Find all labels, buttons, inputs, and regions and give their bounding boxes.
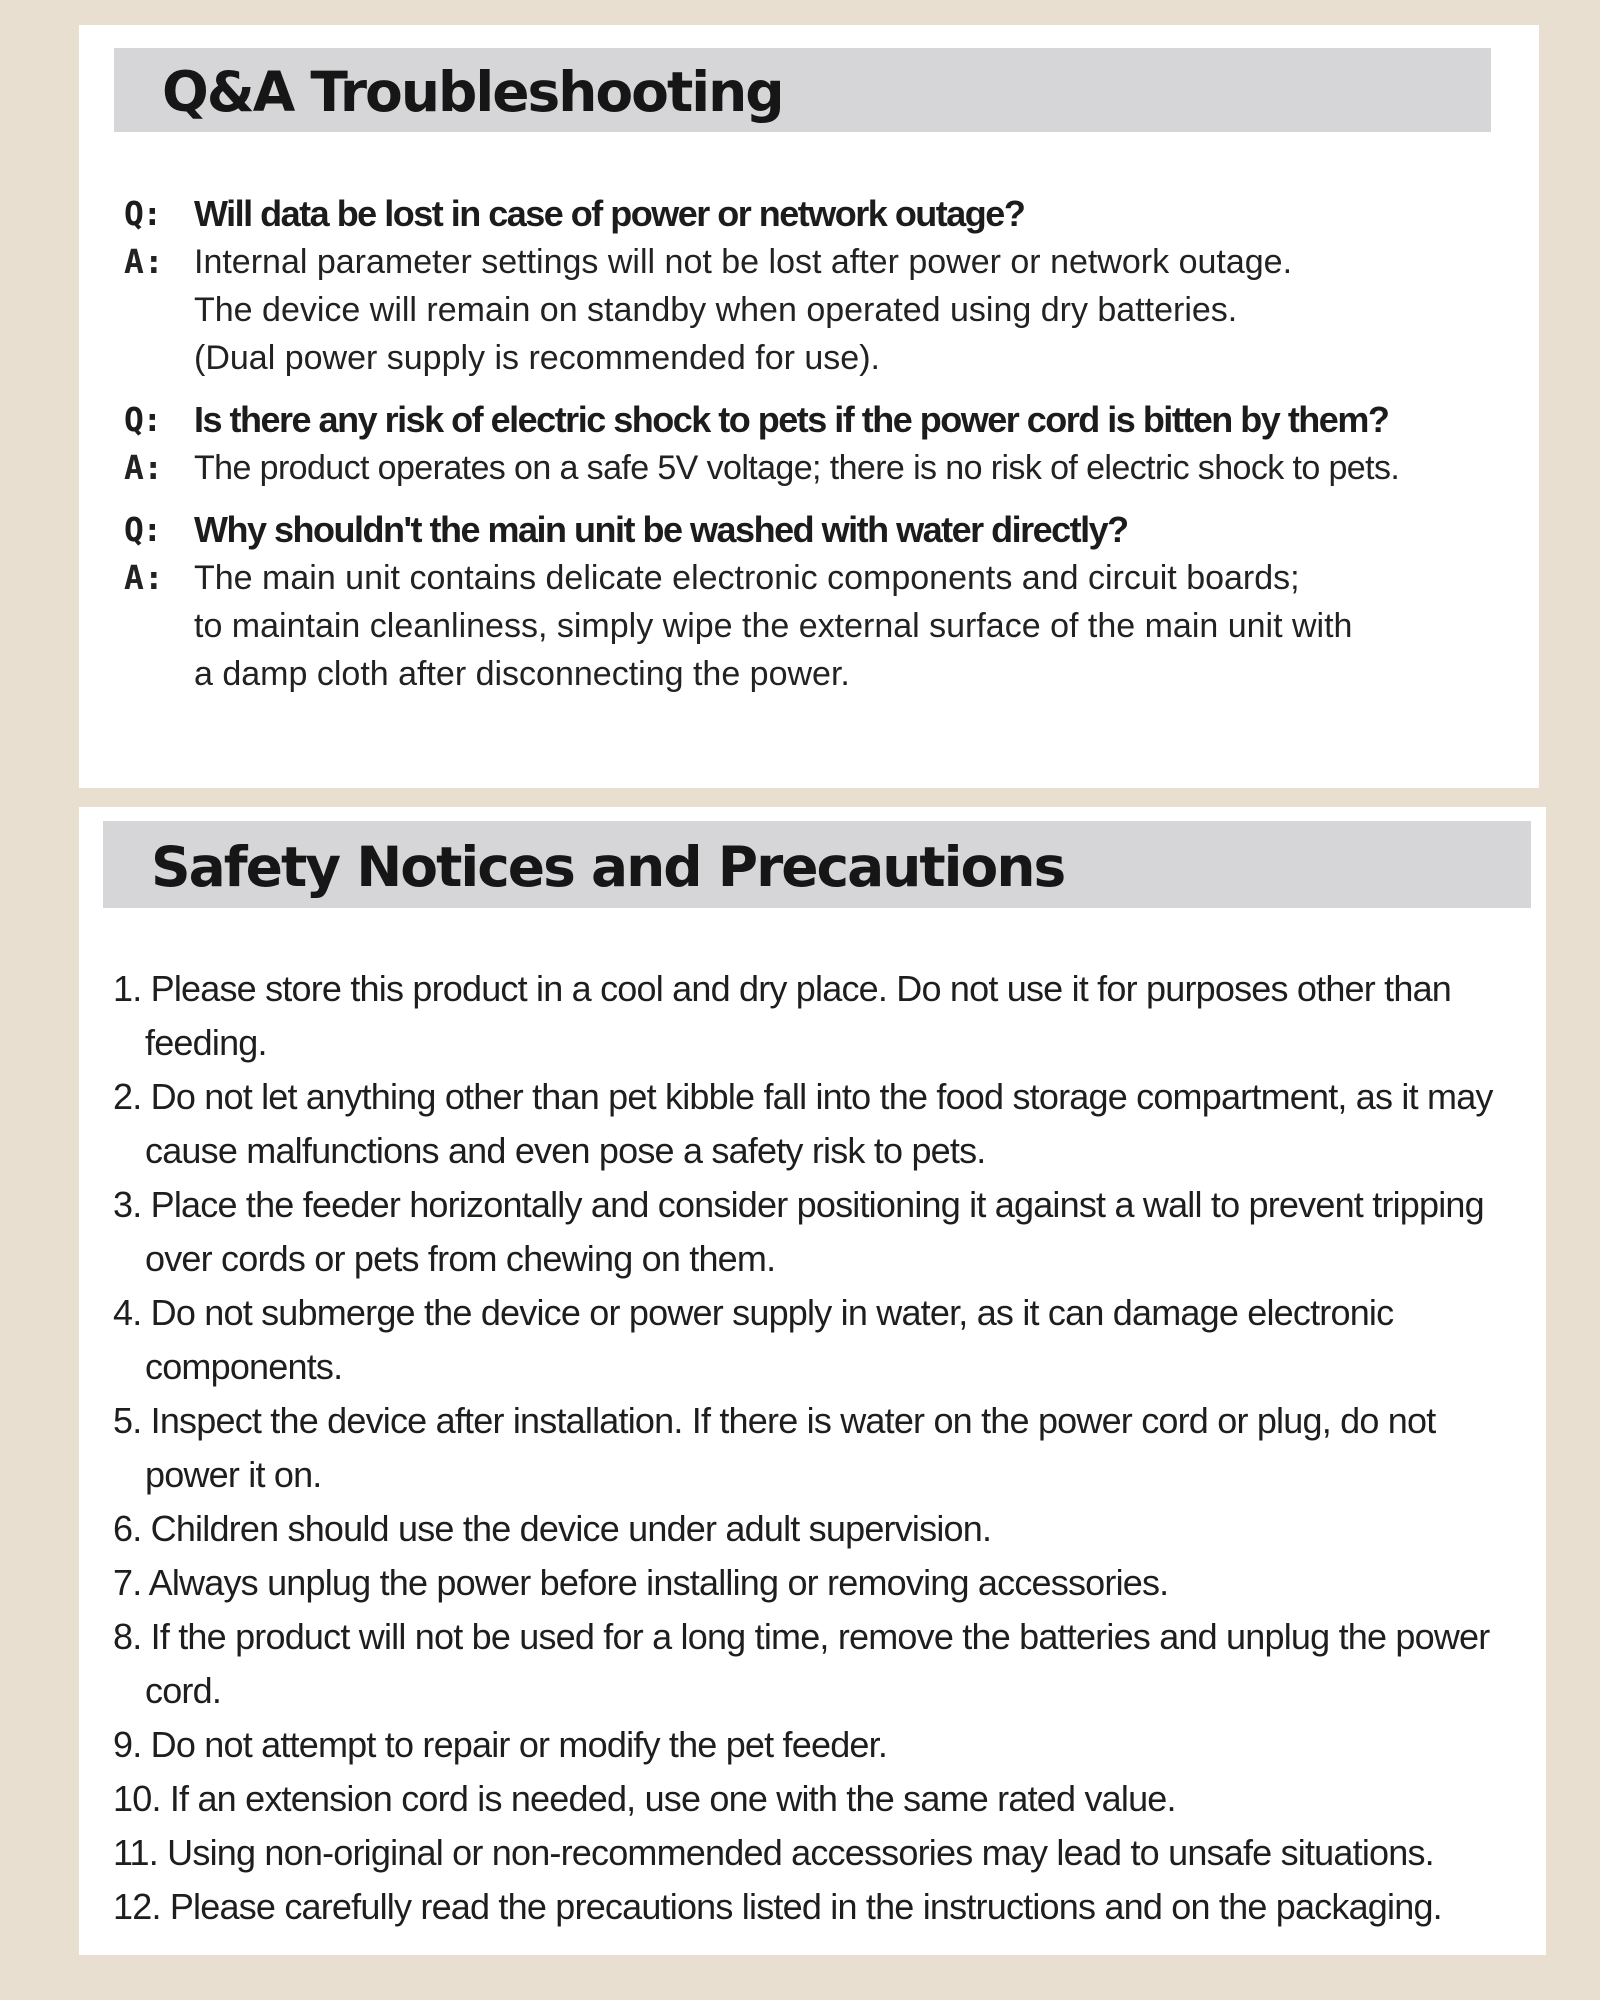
safety-item: 6. Children should use the device under adult supervision. (113, 1508, 992, 1549)
safety-item: 1. Please store this product in a cool and dry place. Do not use it for purposes other than feeding. (113, 968, 1452, 1063)
answer-marker: A: (124, 448, 163, 487)
answer-marker: A: (124, 242, 164, 281)
question-text: Will data be lost in case of power or network outage? (194, 193, 1025, 234)
answer (124, 238, 1529, 382)
answer (124, 444, 1529, 492)
safety-item: 11. Using non-original or non-recommended accessories may lead to unsafe situations. (113, 1832, 1434, 1873)
safety-item: 8. If the product will not be used for a long time, remove the batteries and unplug the power cord. (113, 1616, 1490, 1711)
safety-item: 12. Please carefully read the precautions listed in the instructions and on the packaging. (113, 1886, 1442, 1927)
question-marker: Q: (124, 510, 161, 549)
qa-list (124, 190, 1529, 712)
question (124, 396, 1529, 444)
safety-item: 5. Inspect the device after installation. If there is water on the power cord or plug, do not power it on. (113, 1400, 1436, 1495)
safety-title: Safety Notices and Precautions (151, 835, 1065, 899)
qa-pair (124, 506, 1529, 698)
safety-item: 2. Do not let anything other than pet kibble fall into the food storage compartment, as it may cause malfunctions and even pose a safety risk to pets. (113, 1076, 1493, 1171)
safety-item: 3. Place the feeder horizontally and consider positioning it against a wall to prevent tripping over cords or pets from chewing on them. (113, 1184, 1484, 1279)
safety-header-bar (103, 821, 1531, 908)
qa-header-bar (114, 48, 1491, 132)
safety-notices-card (79, 807, 1546, 1955)
qa-title: Q&A Troubleshooting (162, 60, 783, 124)
safety-item: 7. Always unplug the power before installing or removing accessories. (113, 1562, 1169, 1603)
qa-pair (124, 190, 1529, 382)
qa-troubleshooting-card (79, 25, 1539, 788)
safety-item: 4. Do not submerge the device or power supply in water, as it can damage electronic components. (113, 1292, 1394, 1387)
answer-text: Internal parameter settings will not be lost after power or network outage. The device will remain on standby when operated using dry batteries. (Dual power supply is recommended for use). (194, 243, 1293, 377)
answer-text: The main unit contains delicate electronic components and circuit boards; to maintain cleanliness, simply wipe the external surface of the main unit with a damp cloth after disconnecting the power. (194, 559, 1353, 693)
question-text: Is there any risk of electric shock to pets if the power cord is bitten by them? (194, 399, 1389, 440)
question (124, 506, 1529, 554)
answer-text: The product operates on a safe 5V voltage; there is no risk of electric shock to pets. (194, 449, 1400, 487)
answer-marker: A: (124, 558, 164, 597)
question-marker: Q: (124, 400, 161, 439)
safety-item: 10. If an extension cord is needed, use one with the same rated value. (113, 1778, 1176, 1819)
safety-item: 9. Do not attempt to repair or modify the pet feeder. (113, 1724, 888, 1765)
safety-list (103, 962, 1533, 1934)
question-marker: Q: (124, 194, 161, 233)
answer (124, 554, 1529, 698)
question (124, 190, 1529, 238)
question-text: Why shouldn't the main unit be washed with water directly? (194, 509, 1128, 550)
qa-pair (124, 396, 1529, 492)
